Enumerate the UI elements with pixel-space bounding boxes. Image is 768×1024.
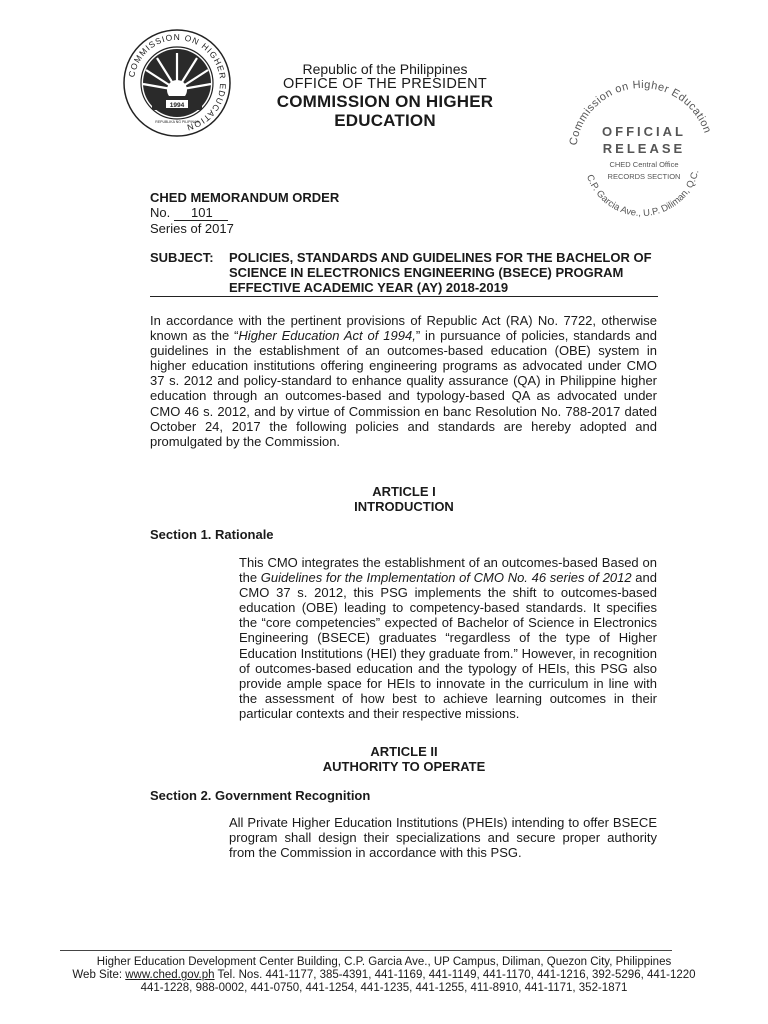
seal-ring-text: COMMISSION ON HIGHER EDUCATION bbox=[126, 31, 229, 133]
footer-phone-numbers: Tel. Nos. 441-1177, 385-4391, 441-1169, 441-1149, 441-1170, 441-1216, 392-5296, 441-1220 bbox=[214, 969, 696, 982]
header-office: OFFICE OF THE PRESIDENT bbox=[282, 76, 487, 92]
header-commission: COMMISSION ON HIGHER EDUCATION bbox=[276, 92, 494, 130]
official-release-stamp bbox=[562, 70, 722, 230]
memo-number: 101 bbox=[174, 205, 228, 221]
subject-block bbox=[150, 250, 658, 295]
article-2-title: AUTHORITY TO OPERATE bbox=[322, 759, 486, 774]
subject-divider bbox=[150, 296, 658, 297]
memo-title: CHED MEMORANDUM ORDER bbox=[150, 190, 340, 205]
section-2-heading: Section 2. Government Recognition bbox=[150, 788, 371, 803]
section-1-paragraph: This CMO integrates the establishment of an outcomes-based Based on the Guidelines for the Implementation of CMO No. 46 series of 2012 and CMO 37 s. 2012, this PSG implements the shift to outcomes-based education (OBE) leading to competency-based standards. It specifies the “core competencies” expected of Bachelor of Science in Electronics Engineering (BSECE) graduates “regardless of the type of Higher Education Institutions (HEI) they graduate from.” However, in recognition of outcomes-based education and the typology of HEIs, this PSG also provide ample space for HEIs to innovate in the curriculum in line with the assessment of how best to achieve learning outcomes in their particular contexts and their respective missions. bbox=[239, 555, 657, 721]
subject-label: SUBJECT: bbox=[150, 250, 214, 265]
subject-text: POLICIES, STANDARDS AND GUIDELINES FOR THE BACHELOR OF SCIENCE IN ELECTRONICS ENGINEERING (BSECE) PROGRAM EFFECTIVE ACADEMIC YEAR (AY) 2018-2019 bbox=[229, 250, 652, 295]
stamp-ring-bottom: C.P. Garcia Ave., U.P. Diliman, Q.C. bbox=[583, 168, 702, 220]
stamp-release: RELEASE bbox=[602, 141, 686, 156]
footer-divider bbox=[60, 950, 672, 951]
article-1-number: ARTICLE I bbox=[372, 484, 436, 499]
footer-web-label: Web Site: bbox=[72, 969, 126, 982]
stamp-central-office: CHED Central Office bbox=[609, 160, 679, 169]
memo-number-line bbox=[150, 205, 339, 221]
memo-series: Series of 2017 bbox=[150, 221, 234, 236]
stamp-records-section: RECORDS SECTION bbox=[607, 172, 681, 181]
seal-year: 1994 bbox=[169, 102, 185, 109]
act-title: Higher Education Act of 1994, bbox=[238, 328, 416, 344]
article-1-title: INTRODUCTION bbox=[354, 499, 454, 514]
guidelines-title: Guidelines for the Implementation of CMO No. 46 series of 2012 bbox=[260, 570, 632, 586]
footer-phone-numbers-cont: 441-1228, 988-0002, 441-0750, 441-1254, 441-1235, 441-1255, 411-8910, 441-1171, 352-1871 bbox=[140, 982, 628, 995]
memo-number-label: No. bbox=[150, 205, 171, 220]
stamp-official: OFFICIAL bbox=[602, 124, 686, 139]
ched-seal bbox=[122, 28, 232, 138]
article-2-number: ARTICLE II bbox=[370, 744, 438, 759]
article-1-heading bbox=[150, 484, 658, 514]
footer bbox=[40, 956, 728, 996]
section-2-paragraph: All Private Higher Education Institutions (PHEIs) intending to offer BSECE program shall design their specializations and secure proper authority from the Commission in accordance with this PSG. bbox=[229, 815, 657, 861]
section-1-heading: Section 1. Rationale bbox=[150, 527, 274, 542]
seal-motto: REPUBLIKA NG PILIPINAS bbox=[155, 120, 199, 124]
memo-block bbox=[150, 190, 339, 236]
article-2-heading bbox=[150, 744, 658, 774]
website-link[interactable]: www.ched.gov.ph bbox=[125, 969, 215, 982]
intro-paragraph: In accordance with the pertinent provisions of Republic Act (RA) No. 7722, otherwise known as the “Higher Education Act of 1994,” in pursuance of policies, standards and guidelines in the establishment of an outcomes-based education (OBE) system in higher education institutions offering engineering programs as advocated under CMO 37 s. 2012 and policy-standard to enhance quality assurance (QA) in Philippine higher education through an outcomes-based and typology-based QA as advocated under CMO 46 s. 2012, and by virtue of Commission en banc Resolution No. 788-2017 dated October 24, 2017 the following policies and standards are hereby adopted and promulgated by the Commission. bbox=[150, 313, 657, 449]
stamp-ring-top: Commission on Higher Education bbox=[567, 78, 714, 147]
header-republic: Republic of the Philippines bbox=[302, 61, 468, 77]
footer-address: Higher Education Development Center Building, C.P. Garcia Ave., UP Campus, Diliman, Quezon City, Philippines bbox=[96, 956, 672, 968]
footer-contacts bbox=[40, 969, 728, 982]
